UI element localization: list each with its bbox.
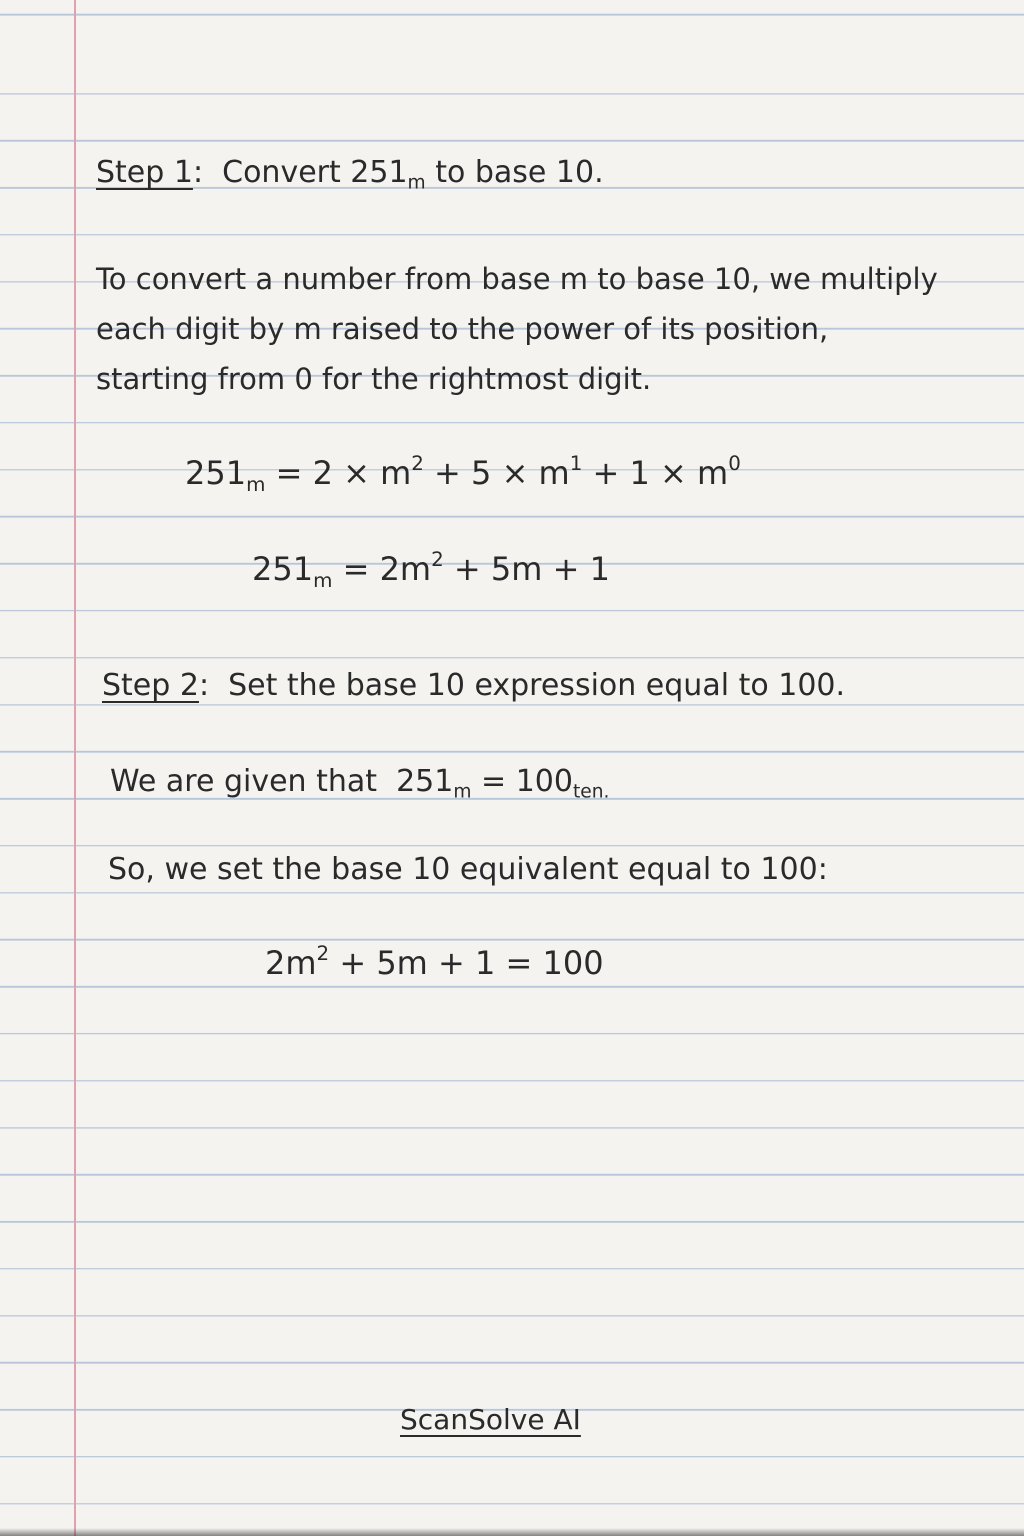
equation2-term2: + 5m + 1 bbox=[453, 549, 610, 588]
paragraph1-line1: To convert a number from base m to base 10, we multiply bbox=[96, 262, 938, 296]
given-equals: = 100 bbox=[481, 764, 573, 799]
given-value-subscript: m bbox=[453, 781, 472, 803]
equation3-term1: 2m bbox=[265, 943, 317, 982]
equation1 bbox=[185, 452, 741, 496]
given-value: 251 bbox=[396, 764, 454, 799]
so-line: So, we set the base 10 equivalent equal to 100: bbox=[108, 852, 828, 887]
step1-title: Convert 251 bbox=[222, 155, 408, 190]
page-bottom-edge bbox=[0, 1528, 1024, 1536]
margin-line bbox=[74, 0, 76, 1536]
step1-title-rest: to base 10. bbox=[435, 155, 604, 190]
equation3 bbox=[265, 942, 604, 982]
equation2-exp1: 2 bbox=[431, 548, 444, 571]
equation1-lhs-subscript: m bbox=[246, 472, 266, 496]
equation3-exp1: 2 bbox=[316, 942, 330, 965]
equation2-term1: = 2m bbox=[342, 549, 432, 588]
given-text: We are given that bbox=[110, 764, 378, 799]
paragraph1 bbox=[96, 254, 938, 404]
step1-heading: Step 1: Convert $251_m$ to base 10. bbox=[96, 155, 604, 194]
equation1-exp1: 2 bbox=[411, 452, 424, 475]
given-line bbox=[110, 764, 609, 803]
footer-brand: ScanSolve AI bbox=[400, 1403, 581, 1436]
step1-label: Step 1 bbox=[96, 155, 193, 190]
step2-heading: Step 2: Set the base 10 expression equal to 100. bbox=[102, 668, 846, 703]
equation1-exp2: 1 bbox=[569, 452, 583, 475]
step2-title: Set the base 10 expression equal to 100. bbox=[228, 668, 846, 703]
equation1-term3: + 1 × m bbox=[592, 453, 729, 492]
equation1-lhs: 251 bbox=[185, 453, 247, 492]
equation2 bbox=[252, 548, 610, 592]
paragraph1-line3: starting from 0 for the rightmost digit. bbox=[96, 362, 652, 396]
step2-label: Step 2 bbox=[102, 668, 199, 703]
equation3-term2: + 5m + 1 = 100 bbox=[339, 943, 604, 982]
equation1-term1: = 2 × m bbox=[275, 453, 412, 492]
equation2-lhs: 251 bbox=[252, 549, 314, 588]
step1-title-subscript: m bbox=[407, 172, 426, 194]
given-equals-subscript: ten. bbox=[572, 781, 610, 803]
equation1-term2: + 5 × m bbox=[434, 453, 570, 492]
paragraph1-line2: each digit by m raised to the power of its position, bbox=[96, 312, 829, 346]
equation1-exp3: 0 bbox=[728, 452, 741, 475]
equation2-lhs-subscript: m bbox=[313, 568, 333, 592]
